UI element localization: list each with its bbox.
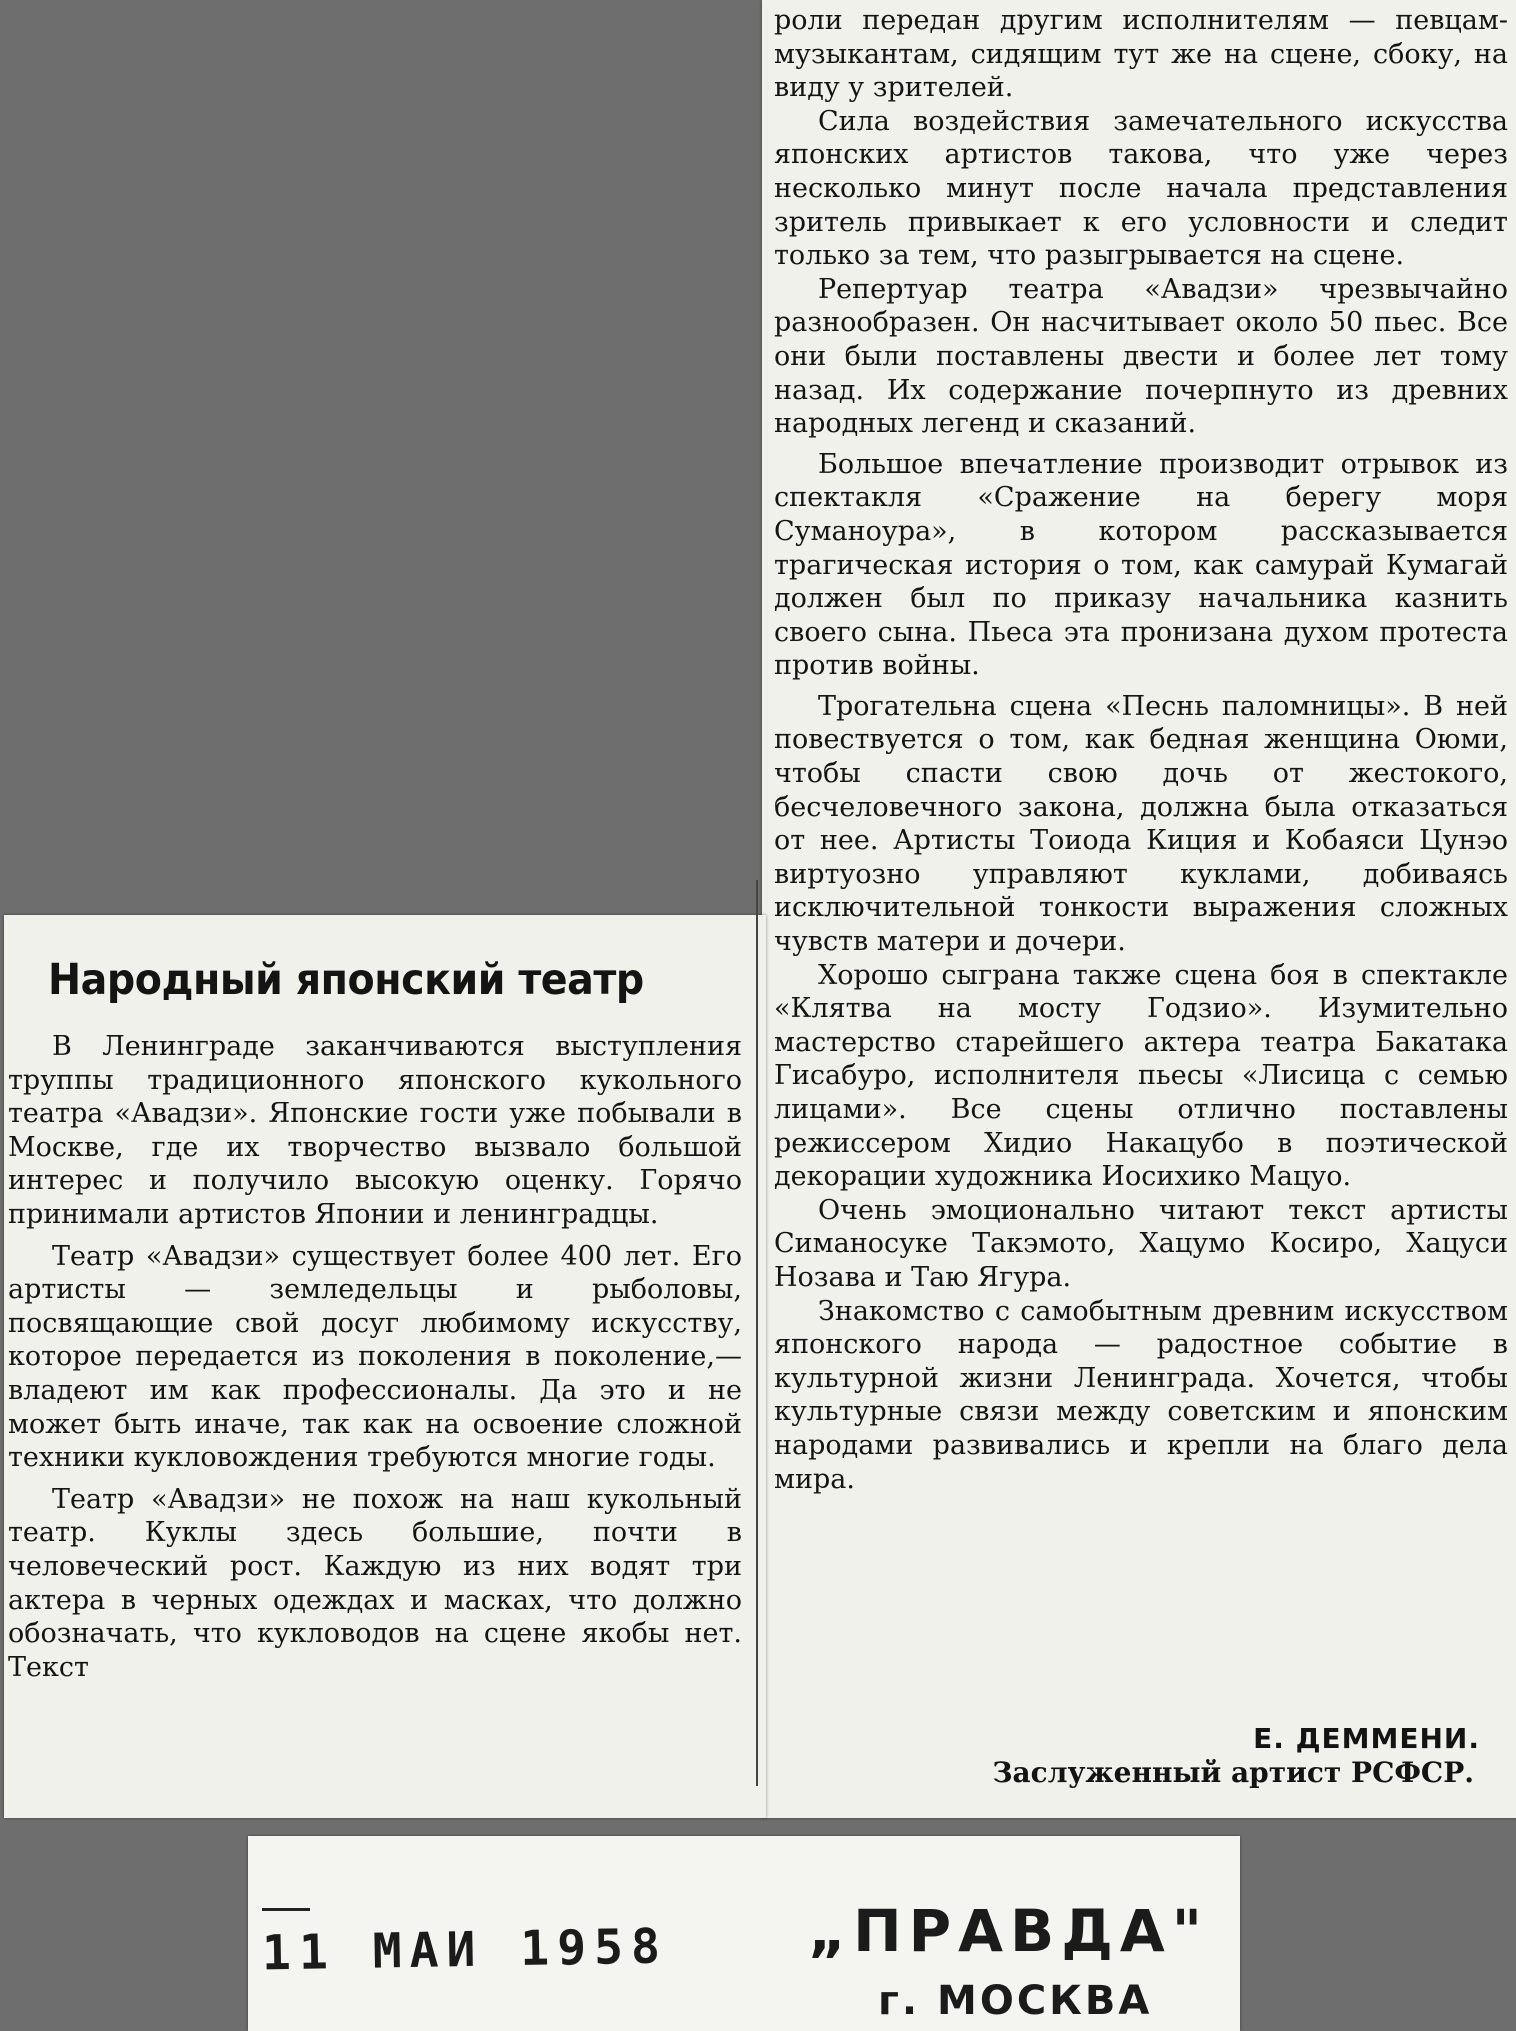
- stamp-newspaper-name: „ПРАВДА": [808, 1897, 1210, 1965]
- stamp-date: 11 МАИ 1958: [261, 1918, 669, 1982]
- article-headline: Народный японский театр: [48, 955, 644, 1005]
- paragraph: В Ленинграде заканчиваются выступления труппы традиционного японского кукольного театра «Авадзи». Японские гости уже побывали в Москве, где их творчество вызвало большой интерес и получило высокую оценку. Горячо принимали артистов Японии и ленинградцы.: [8, 1031, 742, 1230]
- paragraph: Трогательна сцена «Песнь паломницы». В ней повествуется о том, как бедная женщина Оюми, чтобы спасти свою дочь от жестокого, бесчеловечного закона, должна была отказаться от нее. Артисты Тоиода Киция и Кобаяси Цунэо виртуозно управляют куклами, добиваясь исключительной тонкости выражения сложных чувств матери и дочери.: [774, 690, 1508, 958]
- paragraph: Репертуар театра «Авадзи» чрезвычайно разнообразен. Он насчитывает около 50 пьес. Все они были поставлены двести и более лет тому назад. Их содержание почерпнуто из древних народных легенд и сказаний.: [774, 273, 1508, 440]
- paragraph: роли передан другим исполнителям — певцам-музыкантам, сидящим тут же на сцене, сбоку, на виду у зрителей.: [774, 5, 1508, 104]
- paragraph: Сила воздействия замечательного искусства японских артистов такова, что уже через несколько минут после начала представления зритель привыкает к его условности и следит только за тем, что разыгрывается на сцене.: [774, 105, 1508, 272]
- stamp-mark: [262, 1908, 310, 1911]
- author-name: Е. ДЕММЕНИ.: [1253, 1722, 1480, 1755]
- paragraph: Театр «Авадзи» не похож на наш кукольный театр. Куклы здесь большие, почти в человеческий рост. Каждую из них водят три актера в черных одеждах и масках, что должно обозначать, что кукловодов на сцене якобы нет. Текст: [8, 1483, 742, 1683]
- article-right-column: [774, 4, 1508, 1496]
- paragraph: Очень эмоционально читают текст артисты Симаносуке Такэмото, Хацумо Косиро, Хацуси Нозава и Таю Ягура.: [774, 1194, 1508, 1293]
- stamp-city: г. МОСКВА: [878, 1978, 1153, 2024]
- paragraph: Театр «Авадзи» существует более 400 лет. Его артисты — земледельцы и рыболовы, посвящающие свой досуг любимому искусству, которое передается из поколения в поколение,— владеют им как профессионалы. Да это и не может быть иначе, так как на освоение сложной техники кукловождения требуются многие годы.: [8, 1240, 742, 1474]
- paragraph: Большое впечатление производит отрывок из спектакля «Сражение на берегу моря Суманоура», в котором рассказывается трагическая история о том, как самурай Кумагай должен был по приказу начальника казнить своего сына. Пьеса эта пронизана духом протеста против войны.: [774, 448, 1508, 682]
- article-left-column: [8, 1030, 742, 1684]
- paragraph: Знакомство с самобытным древним искусством японского народа — радостное событие в культурной жизни Ленинграда. Хочется, чтобы культурные связи между советским и японским народами развивались и крепли на благо дела мира.: [774, 1295, 1508, 1495]
- paragraph: Хорошо сыграна также сцена боя в спектакле «Клятва на мосту Годзио». Изумительно мастерство старейшего актера театра Бакатака Гисабуро, исполнителя пьесы «Лисица с семью лицами». Все сцены отлично поставлены режиссером Хидио Накацубо в поэтической декорации художника Иосихико Мацуо.: [774, 959, 1508, 1193]
- column-divider: [756, 880, 758, 1786]
- author-title: Заслуженный артист РСФСР.: [992, 1756, 1474, 1789]
